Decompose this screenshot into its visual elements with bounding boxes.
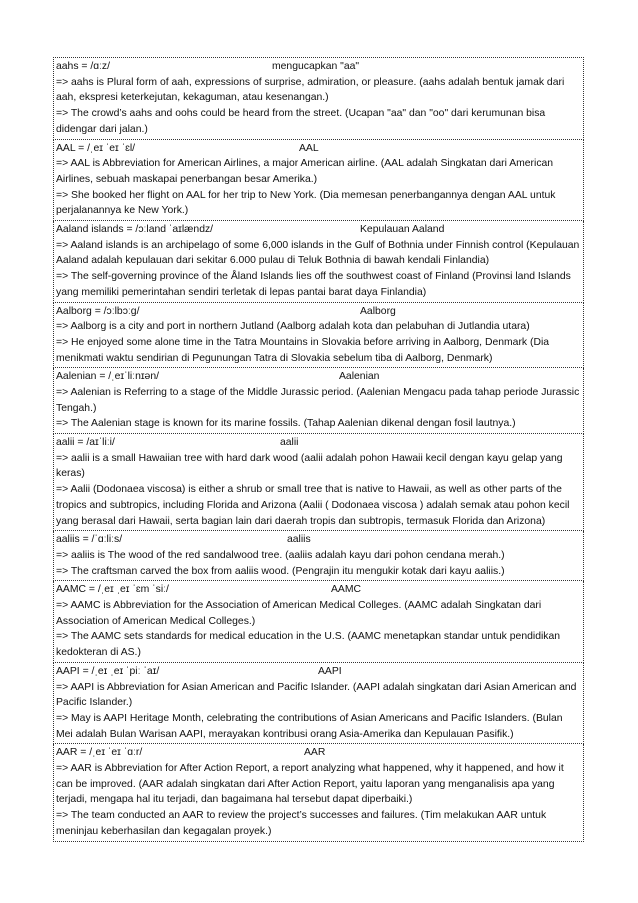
example-line: => She booked her flight on AAL for her trip to New York. (Dia memesan penerbangannya dengan AAL untuk perjalanannya ke New York.) bbox=[56, 189, 556, 217]
example-line: => The craftsman carved the box from aaliis wood. (Pengrajin itu mengukir kotak dari kayu aaliis.) bbox=[56, 565, 505, 577]
entry-aamc bbox=[53, 581, 584, 663]
entry-aar bbox=[53, 744, 584, 841]
entry-term: AAMC = /ˌeɪ ˌeɪ ˈɛm ˈsiː/ bbox=[56, 584, 169, 596]
definition-line: => AAL is Abbreviation for American Airlines, a major American airline. (AAL adalah Singkatan dari American Airlines, sebuah maskapai penerbangan besar Amerika.) bbox=[56, 158, 554, 185]
definition-line: => aalii is a small Hawaiian tree with hard dark wood (aalii adalah pohon Hawaii kecil dengan kayu gelap yang keras) bbox=[56, 452, 563, 480]
entry-translation: Aalborg bbox=[360, 305, 396, 317]
example-line: => The AAMC sets standards for medical education in the U.S. (AAMC menetapkan standar untuk pendidikan kedokteran di AS.) bbox=[56, 631, 561, 659]
entry-aalii bbox=[53, 434, 584, 531]
entry-aal bbox=[53, 140, 584, 222]
entry-translation: AAMC bbox=[331, 584, 362, 596]
definition-line: => Aalborg is a city and port in northern Jutland (Aalborg adalah kota dan pelabuhan di Jutlandia utara) bbox=[56, 321, 530, 333]
definition-line: => AAMC is Abbreviation for the Association of American Medical Colleges. (AAMC adalah Singkatan dari Association of American Medical Colleges.) bbox=[56, 600, 542, 627]
entry-heading bbox=[56, 582, 581, 598]
entry-translation: AAPI bbox=[318, 665, 342, 677]
entry-heading bbox=[56, 222, 581, 238]
definition-line: => AAPI is Abbreviation for Asian American and Pacific Islander. (AAPI adalah singkatan dari Asian American and Pacific Islander.) bbox=[56, 681, 577, 709]
entry-translation: aaliis bbox=[287, 534, 311, 546]
entry-aapi bbox=[53, 663, 584, 745]
entry-aalborg bbox=[53, 303, 584, 369]
entry-term: AAPI = /ˌeɪ ˌeɪ ˈpiː ˈaɪ/ bbox=[56, 665, 160, 677]
entry-translation: Kepulauan Aaland bbox=[360, 224, 445, 235]
example-line: => The Aalenian stage is known for its marine fossils. (Tahap Aalenian dikenal dengan fosil lautnya.) bbox=[56, 418, 516, 430]
entry-term: aaliis = /ˈɑːliːs/ bbox=[56, 534, 123, 546]
entry-term: aahs = /ɑːz/ bbox=[56, 61, 111, 72]
entry-translation: AAL bbox=[299, 142, 319, 154]
definition-line: => AAR is Abbreviation for After Action Report, a report analyzing what happened, why it happened, and how it can be improved. (AAR adalah singkatan dari After Action Report, yaitu laporan yang menganalisis apa yang terjadi, mengapa hal itu terjadi, dan bagaimana hal tersebut dapat diperbaiki.) bbox=[56, 763, 564, 806]
entry-term: aalii = /aɪˈliːi/ bbox=[56, 437, 115, 449]
entry-aaliis bbox=[53, 531, 584, 581]
entry-term: Aalborg = /ɔːlbɔːɡ/ bbox=[56, 305, 140, 317]
entry-heading bbox=[56, 745, 581, 761]
entry-aaland-islands bbox=[53, 221, 584, 303]
entry-heading bbox=[56, 369, 581, 385]
example-line: => He enjoyed some alone time in the Tatra Mountains in Slovakia before arriving in Aalborg, Denmark (Dia menikmati waktu sendirian di Pegunungan Tatra di Slovakia sebelum tiba di Aalborg, Denmark) bbox=[56, 336, 550, 364]
entry-heading bbox=[56, 435, 581, 451]
entry-heading bbox=[56, 59, 581, 75]
example-line: => May is AAPI Heritage Month, celebrating the contributions of Asian Americans and Pacific Islanders. (Bulan Mei adalah Bulan Warisan AAPI, merayakan kontribusi orang Asia-Amerika dan Kepulauan Pasifik.) bbox=[56, 712, 563, 740]
entry-term: Aalenian = /ˌeɪˈliːnɪən/ bbox=[56, 371, 159, 383]
entry-aahs bbox=[53, 57, 584, 140]
entry-translation: aalii bbox=[280, 437, 299, 449]
entry-heading bbox=[56, 304, 581, 320]
entry-term: AAR = /ˌeɪ ˈeɪ ˈɑːr/ bbox=[56, 747, 143, 759]
definition-line: => Aalenian is Referring to a stage of the Middle Jurassic period. (Aalenian Mengacu pada tahap periode Jurassic Tengah.) bbox=[56, 386, 580, 414]
vocabulary-list bbox=[53, 57, 584, 842]
entry-translation: mengucapkan "aa" bbox=[272, 61, 360, 72]
entry-aalenian bbox=[53, 368, 584, 434]
example-line: => The team conducted an AAR to review the project’s successes and failures. (Tim melakukan AAR untuk meninjau keberhasilan dan kegagalan proyek.) bbox=[56, 810, 547, 837]
definition-line: => Aaland islands is an archipelago of some 6,000 islands in the Gulf of Bothnia under Finnish control (Kepulauan Aaland adalah kepulauan dari sekitar 6.000 pulau di Teluk Bothnia di bawah kendali Finlandia) bbox=[56, 239, 580, 267]
entry-term: AAL = /ˌeɪ ˈeɪ ˈɛl/ bbox=[56, 142, 136, 154]
example-line: => Aalii (Dodonaea viscosa) is either a shrub or small tree that is native to Hawaii, as well as other parts of the tropics and subtropics, including Florida and Arizona (Aalii ( Dodonaea viscosa ) adalah semak atau pohon kecil yang berasal dari Hawaii, serta bagian lain dari daerah tropis dan subtropis, termasuk Florida dan Arizona) bbox=[56, 484, 570, 527]
example-line: => The crowd’s aahs and oohs could be heard from the street. (Ucapan "aa" dan "oo" dari kerumunan bisa didengar dari jalan.) bbox=[56, 108, 546, 135]
entry-heading bbox=[56, 664, 581, 680]
entry-term: Aaland islands = /ɔːland ˈaɪlændz/ bbox=[56, 224, 214, 235]
entry-heading bbox=[56, 141, 581, 157]
example-line: => The self-governing province of the Åland Islands lies off the southwest coast of Finland (Provinsi land Islands yang memiliki pemerintahan sendiri terletak di lepas pantai barat daya Finlandia) bbox=[56, 271, 571, 298]
definition-line: => aahs is Plural form of aah, expressions of surprise, admiration, or pleasure. (aahs adalah bentuk jamak dari aah, ekspresi keterkejutan, kekaguman, atau kesenangan.) bbox=[56, 76, 565, 104]
entry-translation: Aalenian bbox=[339, 371, 380, 383]
definition-line: => aaliis is The wood of the red sandalwood tree. (aaliis adalah kayu dari pohon cendana merah.) bbox=[56, 549, 505, 561]
entry-heading bbox=[56, 532, 581, 548]
entry-translation: AAR bbox=[304, 747, 326, 759]
